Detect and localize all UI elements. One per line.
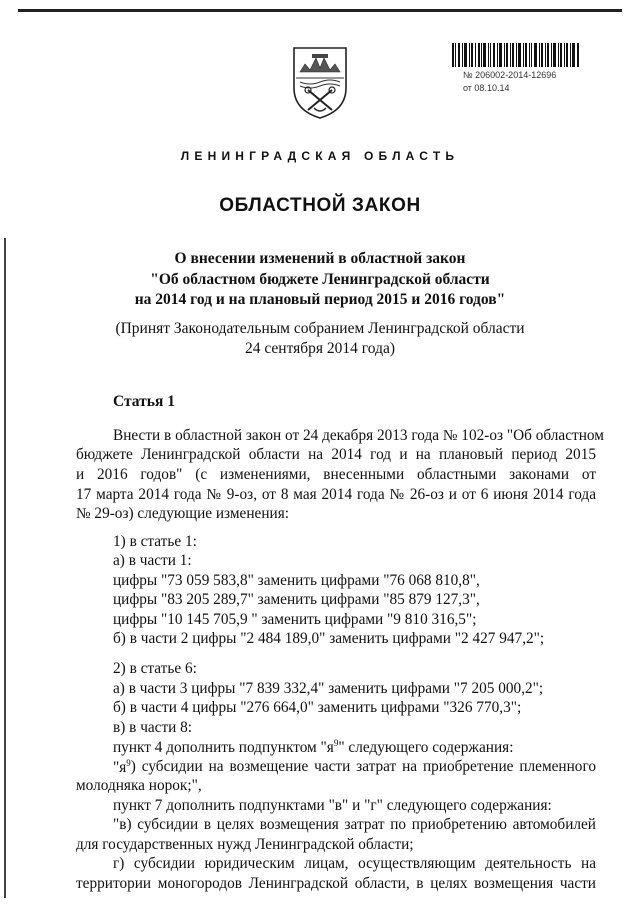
section2-line: б) в части 4 цифры "276 664,0" заменить цифрами "326 770,3"; <box>113 699 522 716</box>
coat-of-arms-emblem <box>290 44 350 120</box>
adoption-note-line: (Принят Законодательным собранием Ленинградской области <box>115 320 525 337</box>
section2-line: в) в части 8: <box>113 719 193 736</box>
intro-line: Внести в областной закон от 24 декабря 2013 года № 102-оз "Об областном <box>113 427 604 444</box>
intro-line: 17 марта 2014 года № 9-оз, от 8 мая 2014 года № 26-оз и от 6 июня 2014 года <box>76 486 596 503</box>
section1-line: цифры "83 205 289,7" заменить цифрами "85 879 127,3", <box>113 591 480 608</box>
adoption-note-line: 24 сентября 2014 года) <box>244 340 396 357</box>
section1-line: цифры "10 145 705,9 " заменить цифрами "9 810 316,5"; <box>113 611 477 628</box>
intro-line: и 2016 годов" (с изменениями, внесенными областными законами от <box>76 466 596 483</box>
subpoint-v-line: "в) субсидии в целях возмещения затрат по приобретению автомобилей <box>113 816 596 833</box>
section2-line: 2) в статье 6: <box>113 660 197 677</box>
title-line: "Об областном бюджете Ленинградской области <box>150 271 490 288</box>
law-type-heading: ОБЛАСТНОЙ ЗАКОН <box>219 195 421 216</box>
intro-line: № 29-оз) следующие изменения: <box>76 505 289 522</box>
section1-line: а) в части 1: <box>113 552 192 569</box>
section2-line: а) в части 3 цифры "7 839 332,4" заменить цифрами "7 205 000,2"; <box>113 680 544 697</box>
intro-line: бюджете Ленинградской области на 2014 год и на плановый период 2015 <box>76 446 596 463</box>
subpoint-g-line2: территории моногородов Ленинградской области, в целях возмещения части <box>76 875 596 892</box>
section1-line: 1) в статье 1: <box>113 533 197 550</box>
barcode <box>452 43 580 67</box>
subpoint-ya-line2: молодняка норок;", <box>76 777 202 794</box>
subpoint-ya-line: "$я^9$ ) субсидии на возмещение части затрат на приобретение племенного <box>113 758 596 777</box>
point7-line: пункт 7 дополнить подпунктами "в" и "г" следующего содержания: <box>113 797 552 814</box>
region-heading: ЛЕНИНГРАДСКАЯ ОБЛАСТЬ <box>180 149 460 163</box>
subpoint-v-line2: для государственных нужд Ленинградской области; <box>76 836 414 853</box>
section1-line: цифры "73 059 583,8" заменить цифрами "76 068 810,8", <box>113 572 480 589</box>
title-line: О внесении изменений в областной закон <box>174 250 466 267</box>
point4-line: пункт 4 дополнить подпунктом "$я^9$" следующего содержания: <box>113 738 514 757</box>
subpoint-g-line: г) субсидии юридическим лицам, осуществляющим деятельность на <box>113 855 596 872</box>
top-border-line <box>18 9 622 12</box>
registration-number: № 206002-2014-12696 <box>463 70 557 80</box>
title-line: на 2014 год и на плановый период 2015 и 2016 годов" <box>134 291 506 308</box>
section1-line: б) в части 2 цифры "2 484 189,0" заменить цифрами "2 427 947,2"; <box>113 630 545 647</box>
registration-date: от 08.10.14 <box>463 83 510 93</box>
article-title: Статья 1 <box>113 393 175 410</box>
